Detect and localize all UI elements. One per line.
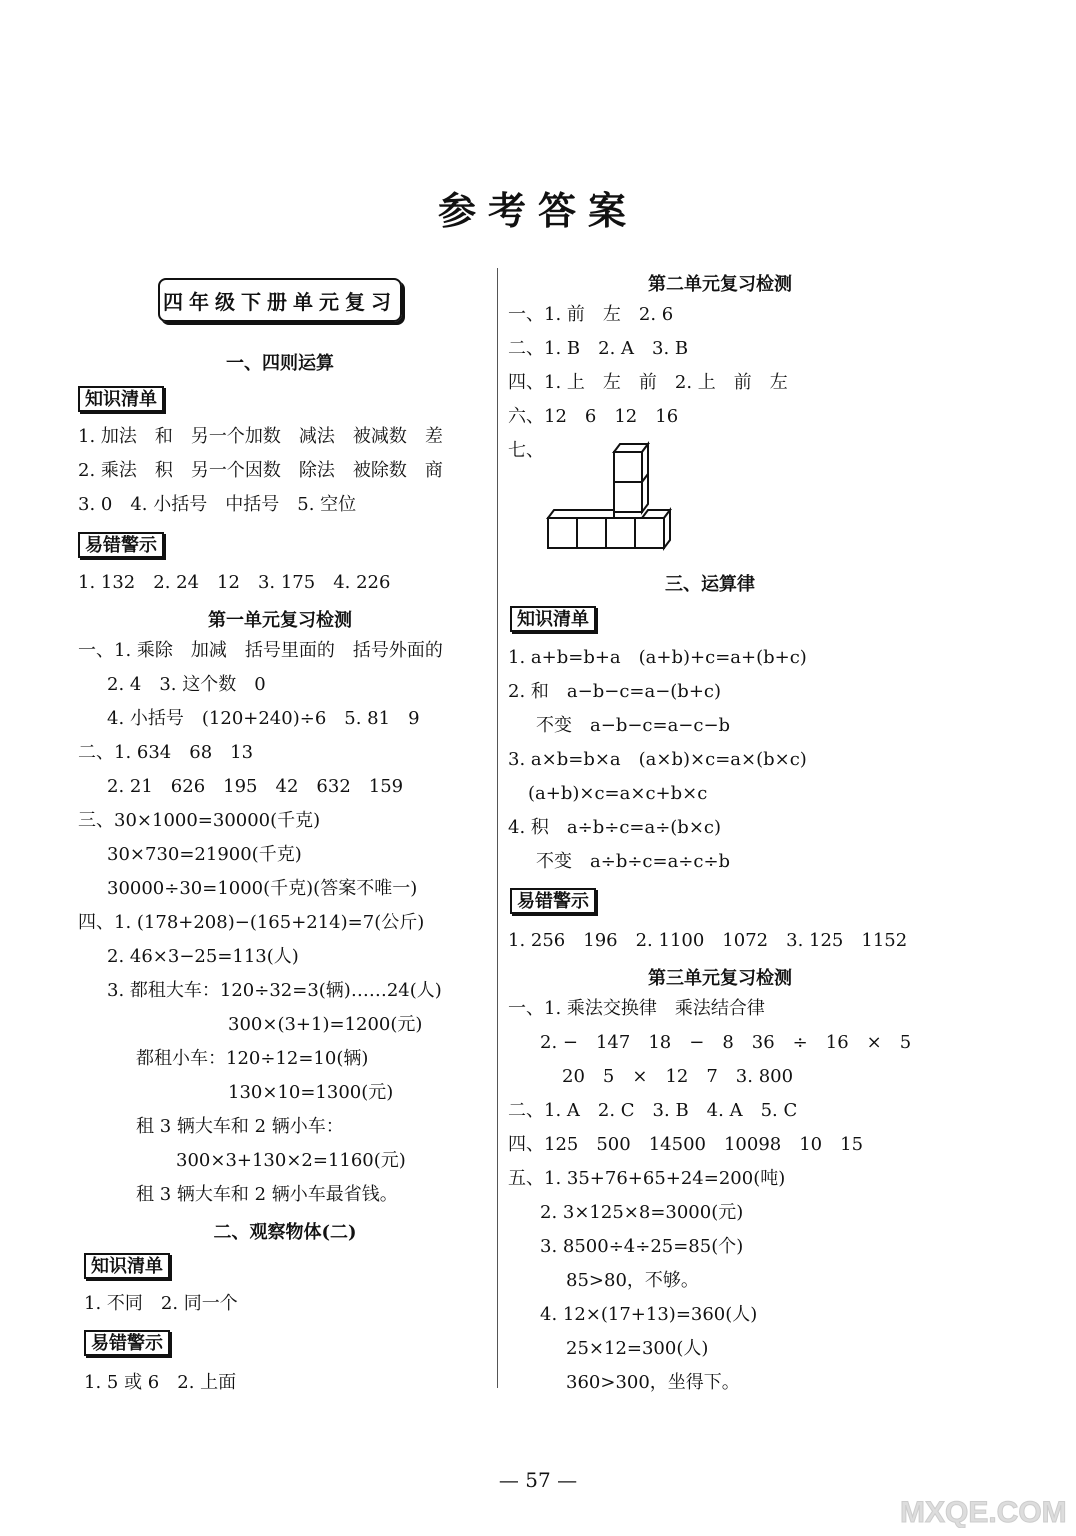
answer-line: 130×10=1300(元): [228, 1082, 394, 1103]
answer-line: 四、1. (178+208)−(165+214)=7(公斤): [78, 912, 425, 933]
svg-text:MXQE.COM: MXQE.COM: [900, 1496, 1066, 1528]
tag-common-mistakes: 易错警示: [510, 888, 596, 914]
answer-line: 不变 a÷b÷c=a÷c÷b: [536, 851, 731, 872]
answer-line: 租 3 辆大车和 2 辆小车最省钱。: [136, 1184, 398, 1205]
answer-line: 2. 和 a−b−c=a−(b+c): [508, 681, 722, 702]
answer-line: 二、1. A 2. C 3. B 4. A 5. C: [508, 1100, 798, 1121]
answer-line: 2. − 147 18 − 8 36 ÷ 16 × 5: [540, 1032, 912, 1053]
answer-line: 2. 3×125×8=3000(元): [540, 1202, 744, 1223]
answer-line: 六、12 6 12 16: [508, 406, 679, 427]
watermark-logo: [896, 1480, 1066, 1528]
cube-figure: [540, 438, 680, 554]
answer-line: 三、30×1000=30000(千克): [78, 810, 321, 831]
answer-line: 七、: [508, 440, 544, 461]
unit1-test-title: 第一单元复习检测: [208, 610, 352, 631]
answer-line: 4. 积 a÷b÷c=a÷(b×c): [508, 817, 722, 838]
banner-text: 四年级下册单元复习: [163, 289, 397, 314]
answer-line: 二、1. B 2. A 3. B: [508, 338, 689, 359]
answer-line: 1. 不同 2. 同一个: [84, 1293, 238, 1314]
answer-line: 2. 4 3. 这个数 0: [107, 674, 266, 695]
answer-line: 1. 5 或 6 2. 上面: [84, 1372, 237, 1393]
answer-line: 一、1. 前 左 2. 6: [508, 304, 674, 325]
answer-line: 3. 都租大车：120÷32=3(辆)……24(人): [107, 980, 442, 1001]
answer-line: 五、1. 35+76+65+24=200(吨): [508, 1168, 786, 1189]
answer-line: 300×3+130×2=1160(元): [176, 1150, 406, 1171]
answer-line: 1. 132 2. 24 12 3. 175 4. 226: [78, 572, 391, 593]
answer-line: 25×12=300(人): [566, 1338, 709, 1359]
answer-line: 1. 加法 和 另一个加数 减法 被减数 差: [78, 426, 443, 447]
answer-line: 3. 0 4. 小括号 中括号 5. 空位: [78, 494, 357, 515]
answer-line: 四、1. 上 左 前 2. 上 前 左: [508, 372, 788, 393]
unit2-test-title: 第二单元复习检测: [648, 274, 792, 295]
tag-knowledge-list: 知识清单: [510, 606, 596, 632]
answer-line: 30000÷30=1000(千克)(答案不唯一): [107, 878, 418, 899]
answer-line: 一、1. 乘法交换律 乘法结合律: [508, 998, 765, 1019]
section-title-laws: 三、运算律: [665, 574, 755, 595]
page-number: — 57 —: [498, 1468, 578, 1492]
answer-line: 20 5 × 12 7 3. 800: [562, 1066, 794, 1087]
answer-line: 四、125 500 14500 10098 10 15: [508, 1134, 864, 1155]
section-title-arithmetic: 一、四则运算: [226, 353, 334, 374]
section-title-observe: 二、观察物体(二): [213, 1222, 357, 1243]
answer-line: 一、1. 乘除 加减 括号里面的 括号外面的: [78, 640, 443, 661]
tag-common-mistakes: 易错警示: [78, 532, 164, 558]
answer-line: 360>300，坐得下。: [566, 1372, 740, 1393]
answer-line: 二、1. 634 68 13: [78, 742, 254, 763]
answer-line: 不变 a−b−c=a−c−b: [536, 715, 731, 736]
answer-line: 2. 乘法 积 另一个因数 除法 被除数 商: [78, 460, 443, 481]
answer-line: 3. 8500÷4÷25=85(个): [540, 1236, 744, 1257]
tag-common-mistakes: 易错警示: [84, 1330, 170, 1356]
answer-line: 1. a+b=b+a (a+b)+c=a+(b+c): [508, 647, 807, 668]
answer-line: (a+b)×c=a×c+b×c: [528, 783, 708, 804]
tag-knowledge-list: 知识清单: [84, 1253, 170, 1279]
tag-knowledge-list: 知识清单: [78, 386, 164, 412]
page-title: 参考答案: [437, 188, 638, 233]
answer-line: 1. 256 196 2. 1100 1072 3. 125 1152: [508, 930, 908, 951]
answer-line: 2. 46×3−25=113(人): [107, 946, 299, 967]
column-divider: [497, 268, 498, 1388]
answer-line: 3. a×b=b×a (a×b)×c=a×(b×c): [508, 749, 807, 770]
unit3-test-title: 第三单元复习检测: [648, 968, 792, 989]
answer-line: 都租小车：120÷12=10(辆): [136, 1048, 369, 1069]
answer-line: 300×(3+1)=1200(元): [228, 1014, 423, 1035]
answer-line: 4. 12×(17+13)=360(人): [540, 1304, 758, 1325]
answer-line: 30×730=21900(千克): [107, 844, 302, 865]
answer-line: 2. 21 626 195 42 632 159: [107, 776, 404, 797]
answer-line: 85>80，不够。: [566, 1270, 699, 1291]
answer-line: 租 3 辆大车和 2 辆小车：: [136, 1116, 344, 1137]
answer-line: 4. 小括号 (120+240)÷6 5. 81 9: [107, 708, 420, 729]
section-banner: [158, 278, 402, 322]
